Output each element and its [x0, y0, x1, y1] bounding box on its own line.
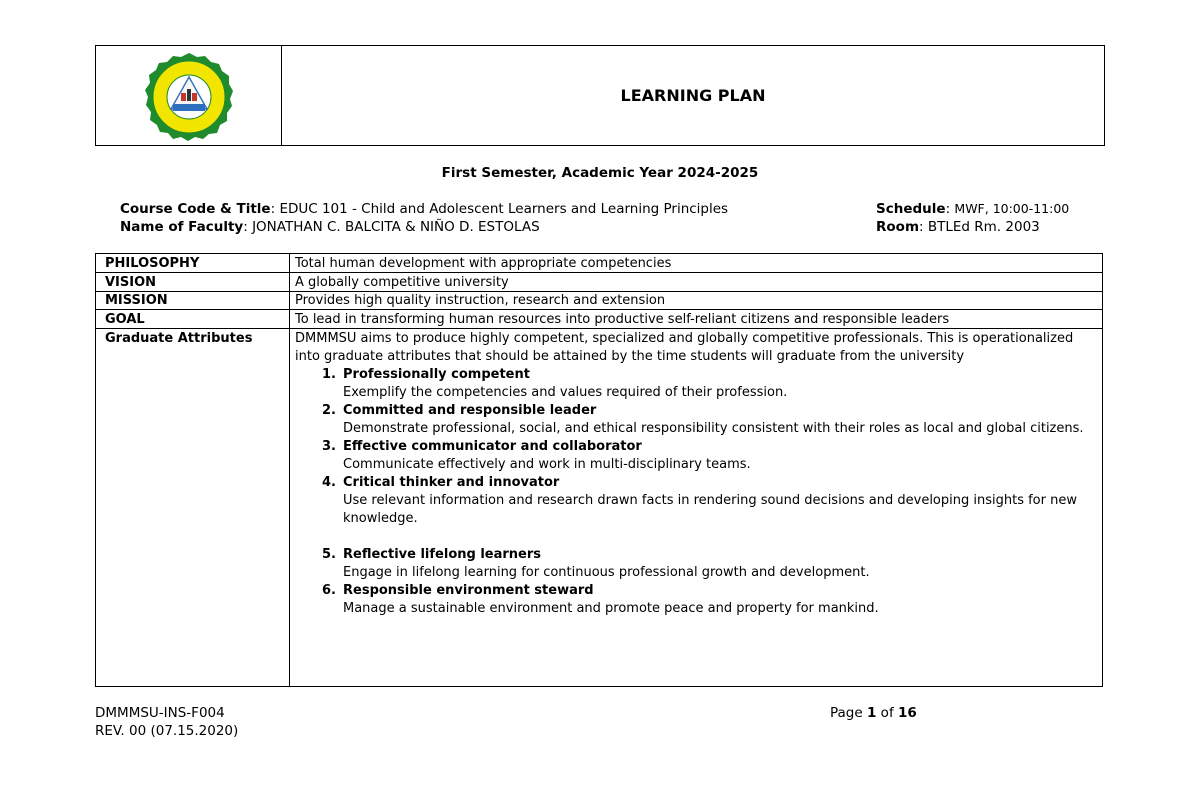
attribute-description: Demonstrate professional, social, and ethical responsibility consistent with their roles as local and global citizens.: [343, 421, 1084, 436]
attribute-item: [295, 366, 1095, 402]
university-seal-icon: [144, 52, 234, 142]
schedule-line: Schedule: MWF, 10:00-11:00: [876, 201, 1070, 217]
attribute-list: [295, 366, 1095, 618]
faculty-value: JONATHAN C. BALCITA & NIÑO D. ESTOLAS: [252, 219, 540, 235]
attribute-number: 6.: [322, 583, 336, 598]
plan-table: [95, 253, 1103, 687]
course-code-title-value: EDUC 101 - Child and Adolescent Learners and Learning Principles: [279, 201, 729, 217]
page-indicator: [830, 705, 917, 721]
attribute-item: [295, 474, 1095, 528]
attribute-description: Exemplify the competencies and values required of their profession.: [343, 385, 788, 400]
semester-line: First Semester, Academic Year 2024-2025: [441, 165, 759, 181]
course-code-title-label: Course Code & Title: [120, 201, 271, 217]
page-prefix: Page: [830, 705, 867, 721]
attribute-title: Critical thinker and innovator: [343, 475, 560, 490]
graduate-attributes-label: Graduate Attributes: [105, 331, 253, 346]
attribute-title: Effective communicator and collaborator: [343, 439, 642, 454]
vision-value: A globally competitive university: [295, 275, 509, 290]
attribute-number: 4.: [322, 475, 336, 490]
mission-label: MISSION: [105, 293, 168, 308]
schedule-label: Schedule: [876, 201, 946, 217]
attribute-item: [295, 438, 1095, 474]
attribute-description: Manage a sustainable environment and promote peace and property for mankind.: [343, 601, 879, 616]
row-divider: [96, 328, 1102, 329]
attribute-description: Use relevant information and research drawn facts in rendering sound decisions and developing insights for new knowledge.: [343, 493, 1077, 526]
attribute-item: [295, 582, 1095, 618]
attribute-description: Communicate effectively and work in multi-disciplinary teams.: [343, 457, 751, 472]
faculty-line: Name of Faculty: JONATHAN C. BALCITA & NIÑO D. ESTOLAS: [120, 219, 540, 235]
vision-label: VISION: [105, 275, 157, 290]
mission-value: Provides high quality instruction, research and extension: [295, 293, 666, 308]
philosophy-value: Total human development with appropriate competencies: [295, 256, 672, 271]
attribute-title: Responsible environment steward: [343, 583, 594, 598]
row-divider: [96, 291, 1102, 292]
attribute-number: 3.: [322, 439, 336, 454]
room-value: BTLEd Rm. 2003: [927, 219, 1040, 235]
column-divider: [289, 254, 290, 686]
attribute-number: 5.: [322, 547, 336, 562]
attribute-item: [295, 402, 1095, 438]
room-label: Room: [876, 219, 920, 235]
faculty-label: Name of Faculty: [120, 219, 244, 235]
row-divider: [96, 272, 1102, 273]
philosophy-label: PHILOSOPHY: [105, 256, 200, 271]
course-code-title: Course Code & Title: EDUC 101 - Child and Adolescent Learners and Learning Principles: [120, 201, 729, 217]
revision: REV. 00 (07.15.2020): [95, 723, 239, 739]
university-seal: [144, 52, 234, 142]
header-box: [95, 45, 1105, 146]
document-title: LEARNING PLAN: [620, 86, 766, 105]
page-total: 16: [898, 705, 917, 721]
attribute-description: Engage in lifelong learning for continuous professional growth and development.: [343, 565, 870, 580]
attribute-item: [295, 546, 1095, 582]
goal-value: To lead in transforming human resources into productive self-reliant citizens and responsible leaders: [295, 312, 950, 327]
schedule-value: MWF, 10:00-11:00: [954, 201, 1070, 216]
form-code: DMMMSU-INS-F004: [95, 705, 225, 721]
page-of: of: [876, 705, 898, 721]
attribute-title: Committed and responsible leader: [343, 403, 597, 418]
row-divider: [96, 309, 1102, 310]
graduate-attributes-content: [295, 330, 1095, 618]
room-line: Room: BTLEd Rm. 2003: [876, 219, 1040, 235]
attribute-number: 1.: [322, 367, 336, 382]
page-current: 1: [866, 705, 877, 721]
attribute-title: Reflective lifelong learners: [343, 547, 542, 562]
graduate-attributes-intro: DMMMSU aims to produce highly competent, specialized and globally competitive professionals. This is operationalized into graduate attributes that should be attained by the time students will graduate from the university: [295, 331, 1074, 364]
attribute-number: 2.: [322, 403, 336, 418]
attribute-title: Professionally competent: [343, 367, 530, 382]
goal-label: GOAL: [105, 312, 145, 327]
